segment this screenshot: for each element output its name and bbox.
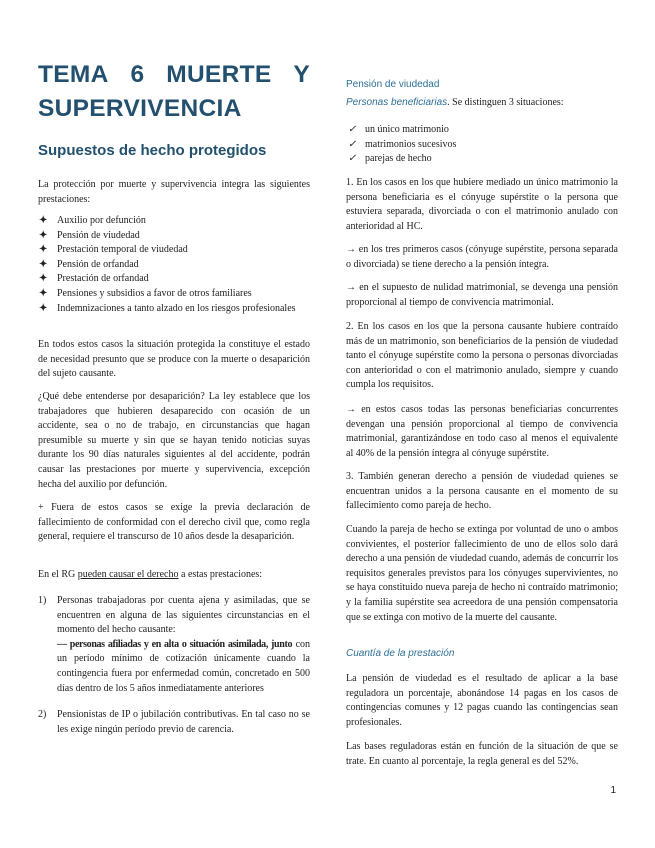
page-title xyxy=(38,58,310,126)
paragraph-regulatory-base: Las bases reguladoras están en función de la situación de que se trate. En cuanto al porcentaje, la regla general es del 52%. xyxy=(346,741,618,767)
subsection-heading: Cuantía de la prestación xyxy=(346,648,455,659)
situation-paragraph: En todos estos casos la situación protegida la constituye el estado de necesidad presunto que se produce con la muerte o desaparición del sujeto causante. xyxy=(38,339,310,380)
list-item: ✦ Pensiones y subsidios a favor de otros familiares xyxy=(38,287,310,302)
title-word: Y xyxy=(293,61,310,88)
check-icon: ✓ xyxy=(348,138,357,150)
bullet-icon: ✦ xyxy=(39,302,48,314)
disappearance-paragraph: ¿Qué debe entenderse por desaparición? La ley establece que los trabajadores que hubieren desaparecido con ocasión de un accidente, sea o no de trabajo, en circunstancias que hagan presumible su muerte y sin que se hayan tenido noticias suyas durante los 90 días naturales siguientes al del accidente, podrán causar las prestaciones por muerte y supervivencia, excepción hecha del auxilio por defunción. xyxy=(38,391,310,490)
list-item: ✓ matrimonios sucesivos xyxy=(346,138,618,153)
paragraph-amount: La pensión de viudedad es el resultado de aplicar a la base reguladora un porcentaje, abonándose 14 pagas en los casos de contingencias comunes y 12 pagas cuando las contingencias sean profesionales. xyxy=(346,673,618,728)
bullet-icon: ✦ xyxy=(39,215,48,226)
situations-list xyxy=(346,123,618,167)
check-icon: ✓ xyxy=(348,124,357,135)
bullet-icon: ✦ xyxy=(39,229,48,241)
rg-list xyxy=(38,594,310,737)
check-icon: ✓ xyxy=(348,153,357,165)
paragraph-proportional: → en estos casos todas las personas beneficiarias concurrentes devengan una pensión proporcional al tiempo de convivencia matrimonial, garantizándose en todo caso al menos el equivalente al 40% de la pensión íntegra al cónyuge supérstite. xyxy=(346,404,618,459)
paragraph-nullity: → en el supuesto de nulidad matrimonial, se devenga una pensión proporcional al tiempo de convivencia matrimonial. xyxy=(346,282,618,308)
bullet-icon: ✦ xyxy=(39,258,48,270)
list-item: 2) Pensionistas de IP o jubilación contributivas. En tal caso no se les exige ningún período previo de carencia. xyxy=(38,709,310,735)
list-item: ✓ un único matrimonio xyxy=(346,123,618,138)
bullet-icon: ✦ xyxy=(39,244,48,256)
list-item: 1) Personas trabajadoras por cuenta ajena y asimiladas, que se encuentren en alguna de las siguientes circunstancias en el momento del hecho causante: — personas afiliadas y en alta o situación asimilada, junto con un período mínimo de cotización únicamente cuando la contingencia fuera por enfermedad común, concretado en 500 días dentro de los 5 años inmediatamente anteriores xyxy=(38,595,311,694)
list-item: ✦ Indemnizaciones a tanto alzado en los riesgos profesionales xyxy=(38,302,310,317)
declaration-paragraph: + Fuera de estos casos se exige la previa declaración de fallecimiento de conformidad con el derecho civil que, como regla general, requiere el transcurso de 10 años desde la desaparición. xyxy=(38,502,310,543)
paragraph-full-pension: → en los tres primeros casos (cónyuge supérstite, persona separada o divorciada) se tiene derecho a la pensión íntegra. xyxy=(346,244,618,270)
list-item: ✦ Prestación temporal de viudedad xyxy=(38,243,310,258)
title-line-1 xyxy=(38,58,310,92)
list-item: ✦ Prestación de orfandad xyxy=(38,272,310,287)
title-word: MUERTE xyxy=(166,61,272,88)
bold-text: — personas afiliadas y en alta o situación asimilada, junto xyxy=(57,638,293,650)
list-item: ✓ parejas de hecho xyxy=(346,152,618,167)
list-number: 1) xyxy=(38,595,47,606)
page-number: 1 xyxy=(610,785,616,796)
list-item: ✦ Pensión de viudedad xyxy=(38,229,310,244)
list-item: ✦ Pensión de orfandad xyxy=(38,258,310,273)
section-subtitle: Supuestos de hecho protegidos xyxy=(38,142,267,159)
intro-paragraph: La protección por muerte y supervivencia integra las siguientes prestaciones: xyxy=(38,179,310,205)
beneficiaries-intro: Personas beneficiarias. Se distinguen 3 situaciones: xyxy=(346,97,564,108)
paragraph-multiple-marriages: 2. En los casos en los que la persona causante hubiere contraído más de un matrimonio, son beneficiarios de la pensión de viudedad tanto el cónyuge supérstite como la persona o personas divorciadas con anterioridad o con el matrimonio anulado, siempre y cuando cumpla los requisitos. xyxy=(346,321,618,391)
paragraph-domestic-partner: 3. También generan derecho a pensión de viudedad quienes se encuentran unidos a la persona causante en el momento de su fallecimiento como pareja de hecho. xyxy=(346,471,618,512)
list-number: 2) xyxy=(38,709,47,721)
paragraph-single-marriage: 1. En los casos en los que hubiere mediado un único matrimonio la persona beneficiaria es el cónyuge supérstite o la persona que estuviera separada, divorciada o con el matrimonio anulado con anterioridad al HC. xyxy=(346,177,618,232)
bullet-icon: ✦ xyxy=(39,273,48,285)
bullet-icon: ✦ xyxy=(39,287,48,299)
beneficiaries-label: Personas beneficiarias xyxy=(346,97,448,108)
rg-paragraph: En el RG pueden causar el derecho a estas prestaciones: xyxy=(38,569,263,580)
list-item: ✦ Auxilio por defunción xyxy=(38,214,310,229)
paragraph-partner-ended: Cuando la pareja de hecho se extinga por voluntad de uno o ambos convivientes, el posterior fallecimiento de uno de ellos solo dará derecho a una pensión de viudedad cuando, además de concurrir los requisitos generales previstos para los cónyuges supervivientes, no se haya constituido nueva pareja de hecho ni contraído matrimonio; y la familia supérstite sea acreedora de una pensión compensatoria que se extinga con motivo de la muerte del causante. xyxy=(346,524,618,623)
section-heading: Pensión de viudedad xyxy=(346,79,440,90)
title-word: 6 xyxy=(130,61,145,88)
title-line-2: SUPERVIVENCIA xyxy=(38,95,242,122)
underlined-text: pueden causar el derecho xyxy=(77,569,179,580)
title-word: TEMA xyxy=(38,61,109,88)
benefits-list xyxy=(38,214,310,316)
